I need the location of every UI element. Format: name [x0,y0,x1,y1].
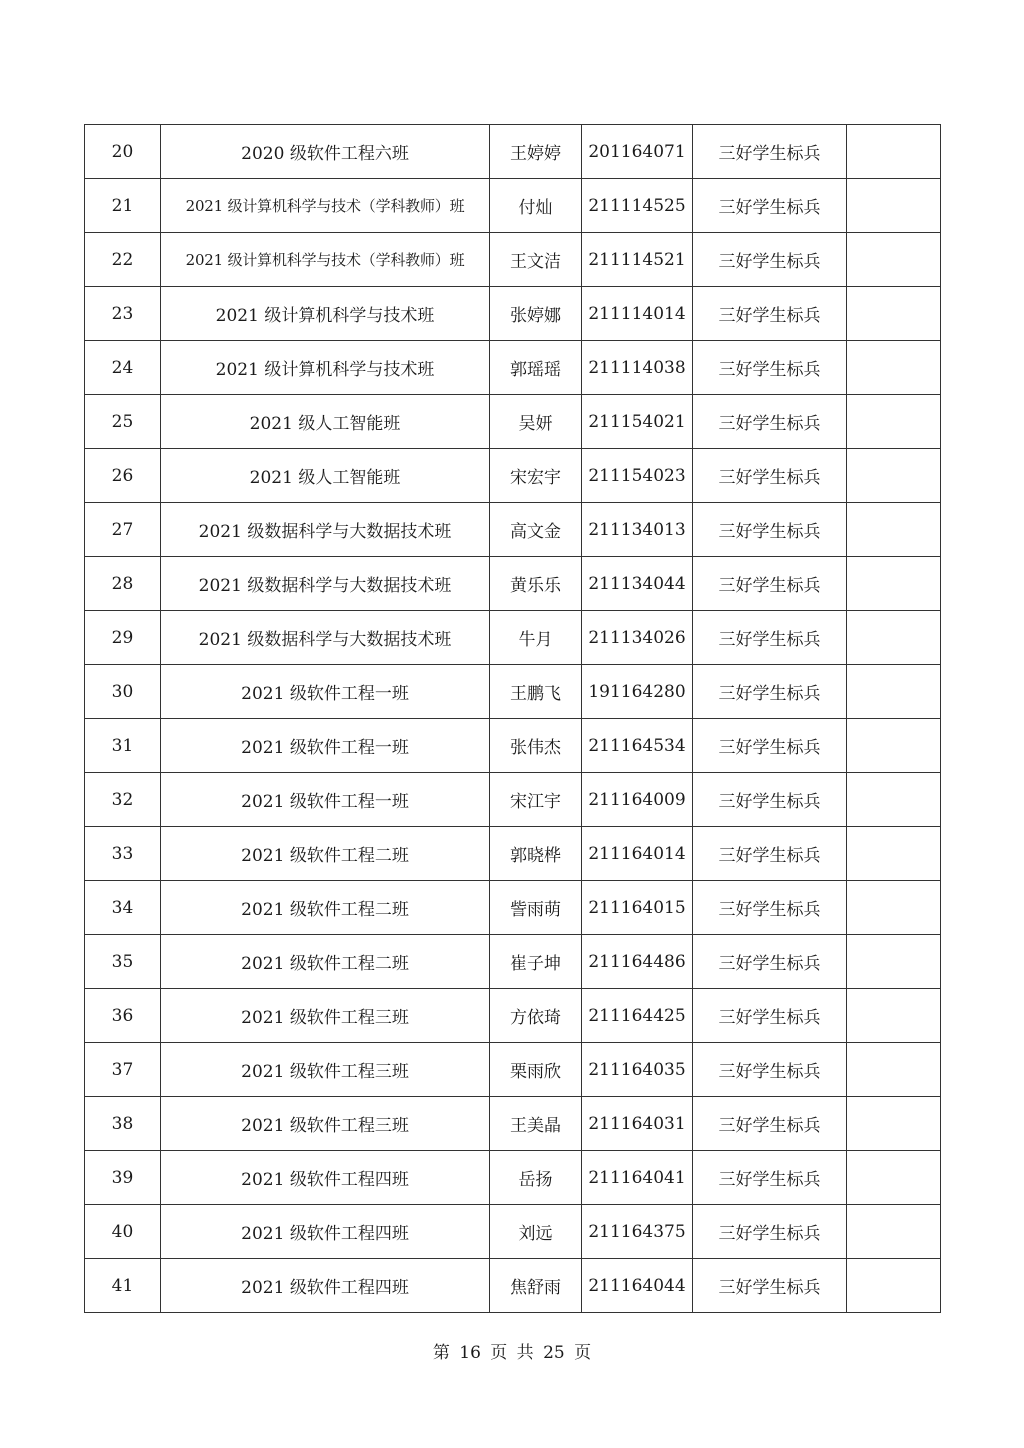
cell-student-name: 张伟杰 [490,719,582,773]
cell-class: 2021 级数据科学与大数据技术班 [161,557,490,611]
cell-index: 39 [85,1151,161,1205]
cell-student-name: 王鹏飞 [490,665,582,719]
cell-class: 2021 级软件工程二班 [161,881,490,935]
cell-student-name: 张婷娜 [490,287,582,341]
table-row [85,1151,941,1205]
cell-award: 三好学生标兵 [693,449,847,503]
cell-note [847,395,941,449]
cell-index: 22 [85,233,161,287]
cell-award: 三好学生标兵 [693,1043,847,1097]
cell-note [847,233,941,287]
cell-award: 三好学生标兵 [693,881,847,935]
cell-award: 三好学生标兵 [693,827,847,881]
cell-student-id: 211134013 [582,503,693,557]
table-row [85,935,941,989]
cell-award: 三好学生标兵 [693,179,847,233]
cell-student-id: 211164009 [582,773,693,827]
table-row [85,989,941,1043]
cell-award: 三好学生标兵 [693,989,847,1043]
cell-student-id: 211164031 [582,1097,693,1151]
cell-class: 2021 级软件工程三班 [161,1043,490,1097]
cell-student-name: 郭晓桦 [490,827,582,881]
honor-list-table [84,124,941,1313]
cell-class: 2021 级软件工程四班 [161,1151,490,1205]
cell-index: 27 [85,503,161,557]
cell-class: 2021 级软件工程三班 [161,989,490,1043]
cell-student-id: 211114525 [582,179,693,233]
cell-student-name: 王文洁 [490,233,582,287]
cell-index: 21 [85,179,161,233]
cell-student-id: 211164486 [582,935,693,989]
cell-student-id: 211164375 [582,1205,693,1259]
cell-index: 23 [85,287,161,341]
cell-note [847,827,941,881]
table-body [85,125,941,1313]
table-row [85,773,941,827]
cell-student-id: 211164015 [582,881,693,935]
cell-note [847,557,941,611]
cell-student-name: 郭瑶瑶 [490,341,582,395]
table-row [85,881,941,935]
cell-note [847,1205,941,1259]
cell-student-id: 211114038 [582,341,693,395]
cell-class: 2021 级数据科学与大数据技术班 [161,503,490,557]
cell-class: 2021 级软件工程一班 [161,665,490,719]
table-row [85,611,941,665]
cell-note [847,287,941,341]
cell-note [847,1043,941,1097]
cell-index: 36 [85,989,161,1043]
cell-index: 41 [85,1259,161,1313]
cell-index: 33 [85,827,161,881]
table-row [85,341,941,395]
cell-note [847,179,941,233]
cell-note [847,773,941,827]
cell-note [847,611,941,665]
cell-class: 2021 级计算机科学与技术（学科教师）班 [161,179,490,233]
cell-index: 30 [85,665,161,719]
cell-award: 三好学生标兵 [693,719,847,773]
cell-index: 37 [85,1043,161,1097]
cell-index: 29 [85,611,161,665]
table-row [85,827,941,881]
cell-student-id: 211164035 [582,1043,693,1097]
cell-student-id: 211164534 [582,719,693,773]
cell-class: 2021 级软件工程二班 [161,827,490,881]
cell-award: 三好学生标兵 [693,611,847,665]
cell-student-id: 211154023 [582,449,693,503]
cell-index: 31 [85,719,161,773]
cell-class: 2021 级计算机科学与技术（学科教师）班 [161,233,490,287]
cell-index: 28 [85,557,161,611]
cell-award: 三好学生标兵 [693,1097,847,1151]
cell-class: 2021 级软件工程一班 [161,773,490,827]
cell-student-name: 岳扬 [490,1151,582,1205]
cell-award: 三好学生标兵 [693,287,847,341]
cell-award: 三好学生标兵 [693,935,847,989]
cell-index: 20 [85,125,161,179]
cell-class: 2021 级数据科学与大数据技术班 [161,611,490,665]
cell-class: 2021 级软件工程二班 [161,935,490,989]
cell-award: 三好学生标兵 [693,341,847,395]
cell-award: 三好学生标兵 [693,557,847,611]
cell-award: 三好学生标兵 [693,773,847,827]
cell-award: 三好学生标兵 [693,125,847,179]
cell-index: 40 [85,1205,161,1259]
cell-student-name: 訾雨萌 [490,881,582,935]
cell-student-name: 宋宏宇 [490,449,582,503]
cell-student-name: 黄乐乐 [490,557,582,611]
cell-note [847,1097,941,1151]
cell-student-name: 刘远 [490,1205,582,1259]
cell-award: 三好学生标兵 [693,1205,847,1259]
cell-index: 26 [85,449,161,503]
cell-student-id: 211164044 [582,1259,693,1313]
cell-index: 25 [85,395,161,449]
cell-student-name: 王婷婷 [490,125,582,179]
cell-index: 24 [85,341,161,395]
table-row [85,1097,941,1151]
cell-student-name: 崔子坤 [490,935,582,989]
cell-student-id: 211164041 [582,1151,693,1205]
cell-student-id: 211114014 [582,287,693,341]
table-row [85,1259,941,1313]
cell-student-id: 191164280 [582,665,693,719]
cell-student-id: 211154021 [582,395,693,449]
cell-student-id: 211134026 [582,611,693,665]
table-row [85,1043,941,1097]
cell-student-id: 211164014 [582,827,693,881]
table-row [85,503,941,557]
cell-award: 三好学生标兵 [693,395,847,449]
cell-student-id: 201164071 [582,125,693,179]
table-row [85,179,941,233]
cell-student-name: 焦舒雨 [490,1259,582,1313]
cell-index: 38 [85,1097,161,1151]
table-row [85,125,941,179]
cell-class: 2021 级软件工程一班 [161,719,490,773]
cell-note [847,125,941,179]
cell-award: 三好学生标兵 [693,233,847,287]
cell-student-name: 吴妍 [490,395,582,449]
cell-award: 三好学生标兵 [693,1259,847,1313]
cell-award: 三好学生标兵 [693,503,847,557]
cell-class: 2021 级计算机科学与技术班 [161,287,490,341]
cell-class: 2021 级软件工程四班 [161,1259,490,1313]
page-number: 第 16 页 共 25 页 [432,1343,592,1363]
cell-index: 34 [85,881,161,935]
table-row [85,1205,941,1259]
cell-class: 2021 级软件工程四班 [161,1205,490,1259]
table-row [85,665,941,719]
cell-note [847,881,941,935]
cell-class: 2021 级计算机科学与技术班 [161,341,490,395]
cell-note [847,1259,941,1313]
cell-student-name: 牛月 [490,611,582,665]
cell-note [847,719,941,773]
table-row [85,287,941,341]
cell-student-name: 付灿 [490,179,582,233]
cell-note [847,935,941,989]
cell-student-name: 王美晶 [490,1097,582,1151]
cell-student-name: 方依琦 [490,989,582,1043]
cell-student-name: 宋江宇 [490,773,582,827]
cell-student-id: 211164425 [582,989,693,1043]
cell-award: 三好学生标兵 [693,1151,847,1205]
cell-note [847,341,941,395]
cell-class: 2020 级软件工程六班 [161,125,490,179]
cell-student-id: 211114521 [582,233,693,287]
cell-note [847,449,941,503]
cell-note [847,989,941,1043]
table-row [85,233,941,287]
cell-award: 三好学生标兵 [693,665,847,719]
table-row [85,449,941,503]
cell-class: 2021 级人工智能班 [161,395,490,449]
table-row [85,719,941,773]
table-row [85,557,941,611]
cell-student-id: 211134044 [582,557,693,611]
cell-note [847,665,941,719]
cell-note [847,1151,941,1205]
cell-student-name: 高文金 [490,503,582,557]
cell-student-name: 栗雨欣 [490,1043,582,1097]
cell-index: 32 [85,773,161,827]
cell-class: 2021 级软件工程三班 [161,1097,490,1151]
table-row [85,395,941,449]
cell-class: 2021 级人工智能班 [161,449,490,503]
cell-note [847,503,941,557]
cell-index: 35 [85,935,161,989]
